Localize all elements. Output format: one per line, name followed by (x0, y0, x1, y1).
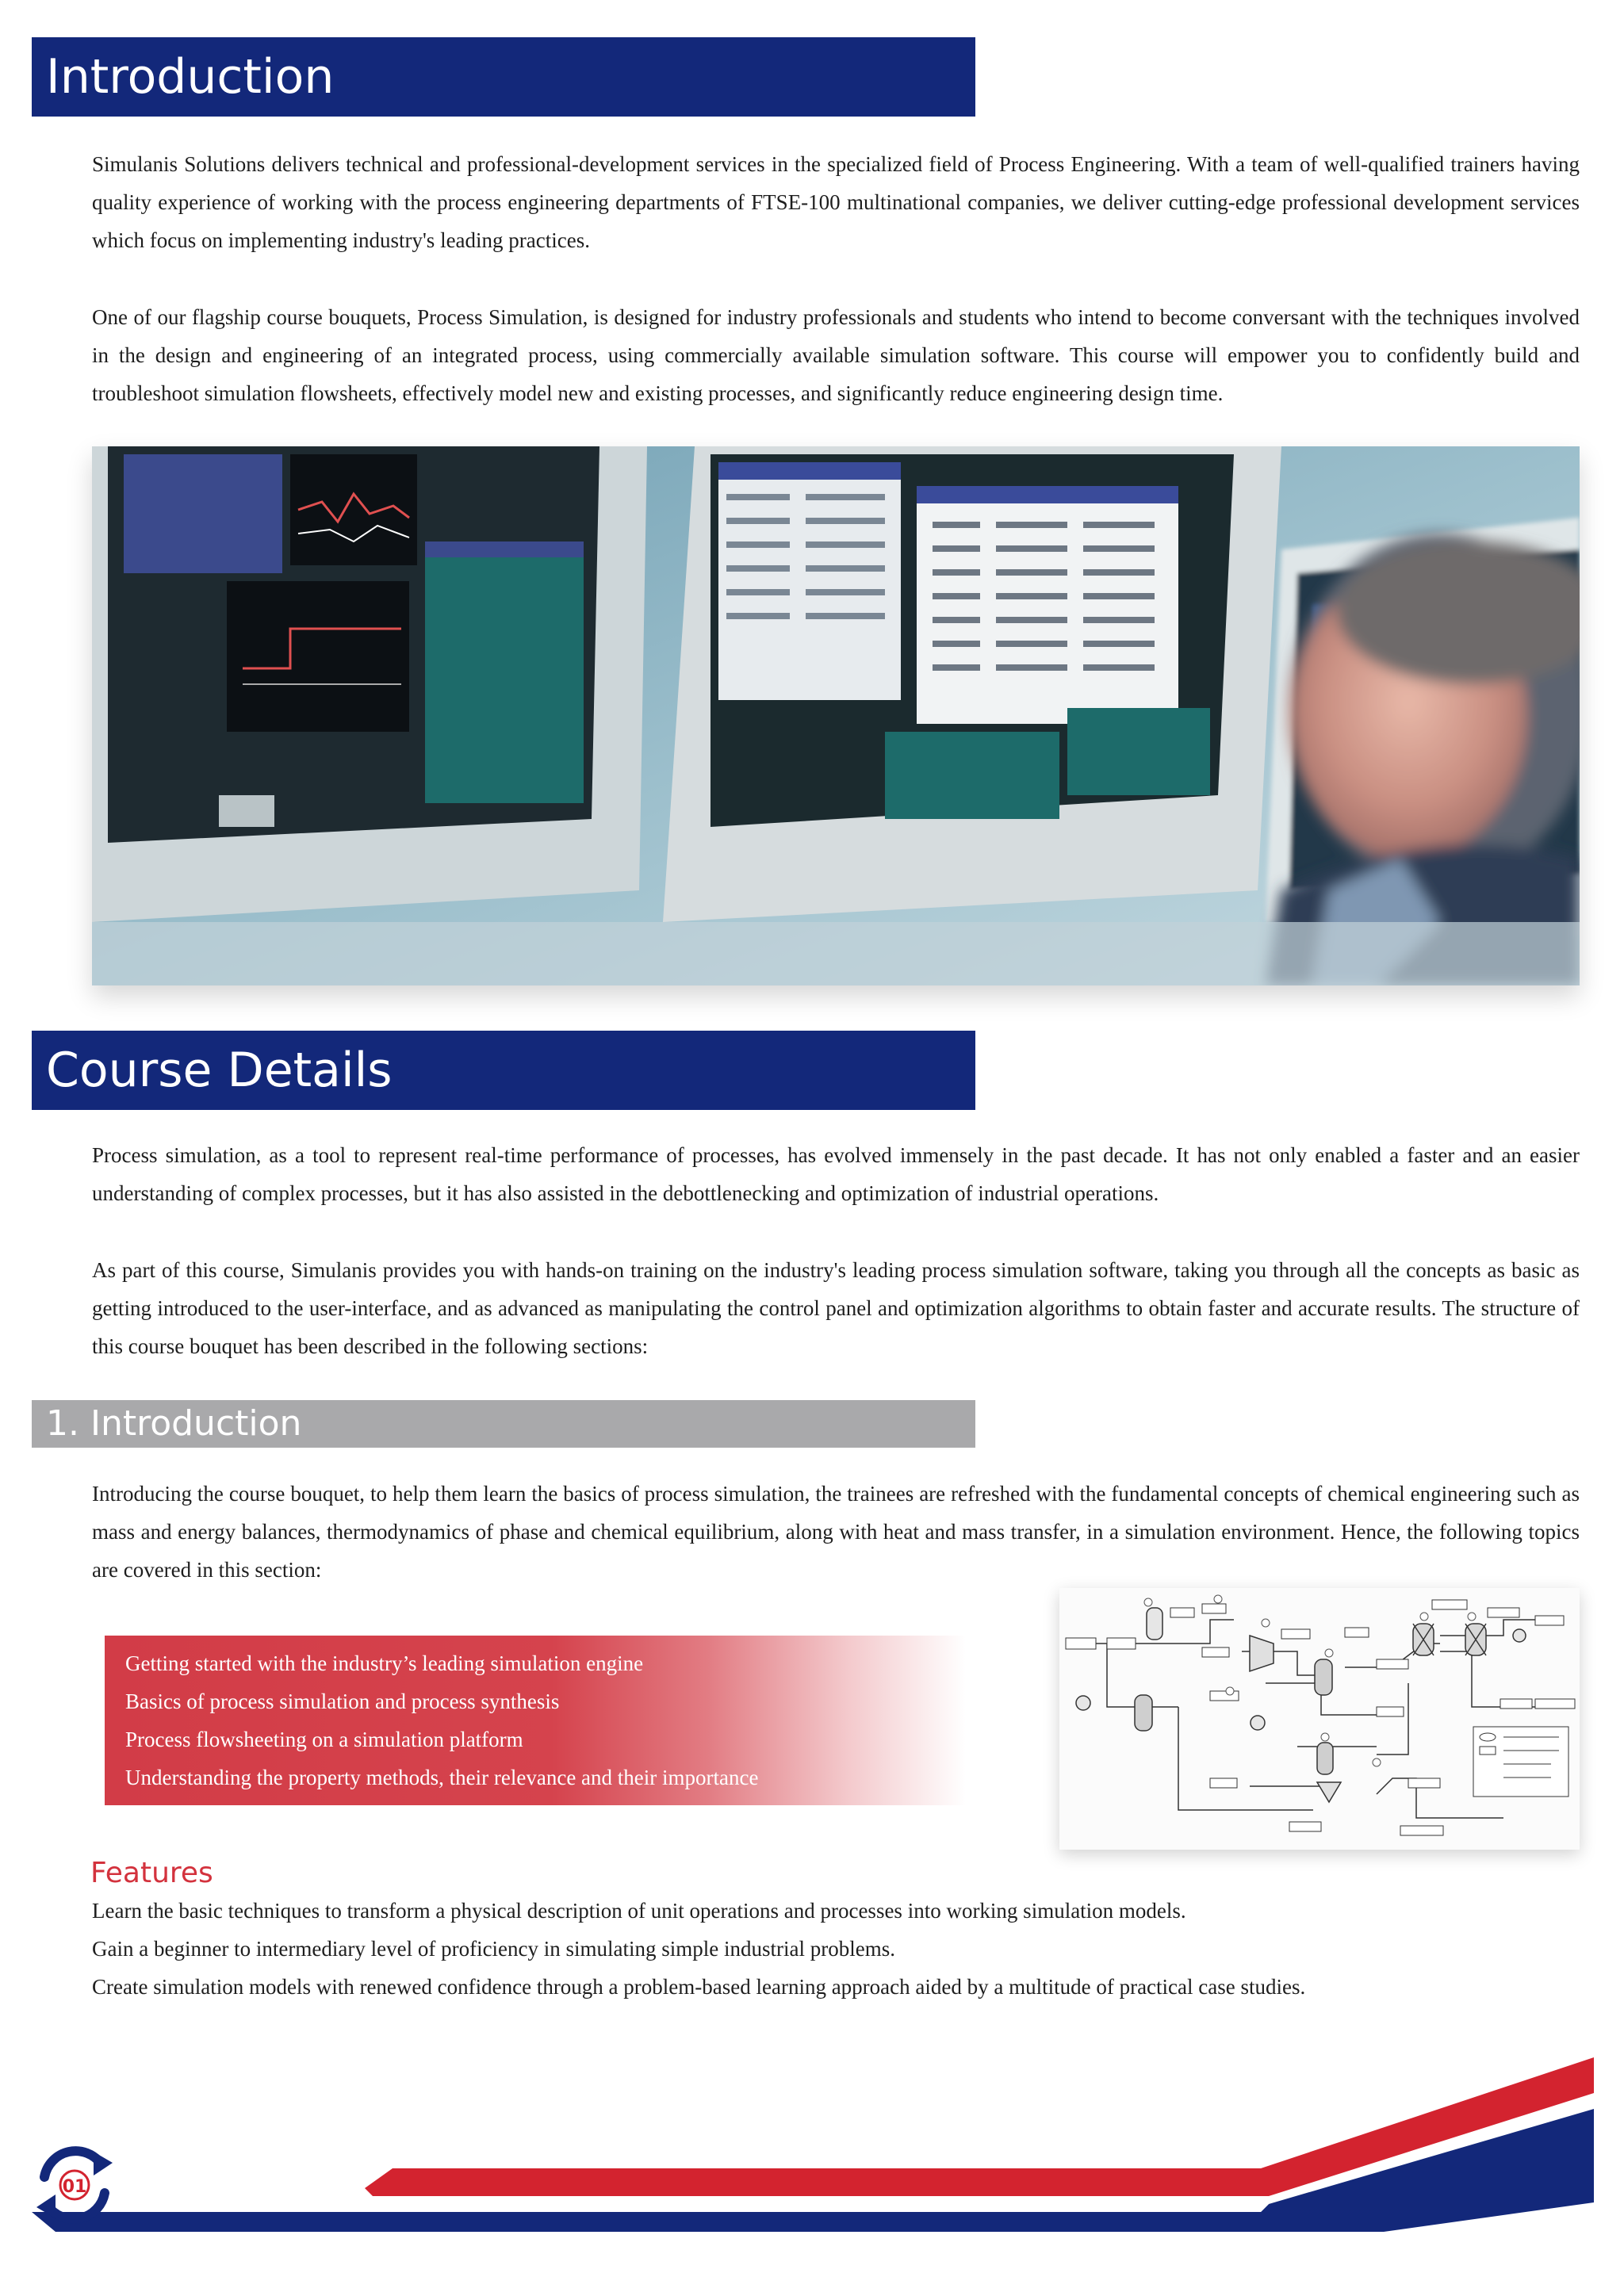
feature-item: Learn the basic techniques to transform a physical description of unit operations and processes into working simulation models. (92, 1899, 1186, 1923)
topic-item: Getting started with the industry’s leading simulation engine (125, 1651, 644, 1675)
topics-box (105, 1636, 966, 1805)
feature-item: Gain a beginner to intermediary level of proficiency in simulating simple industrial problems. (92, 1937, 895, 1961)
course-details-heading: Course Details (32, 1031, 975, 1110)
topic-item: Basics of process simulation and process synthesis (125, 1689, 560, 1713)
topic-item: Understanding the property methods, their relevance and their importance (125, 1766, 759, 1789)
footer-stripes (0, 2030, 1624, 2296)
features-heading: Features (90, 1857, 213, 1889)
page-number-logo (30, 2141, 119, 2229)
introduction-heading: Introduction (32, 37, 975, 117)
section-1-heading: 1. Introduction (32, 1400, 975, 1448)
course-details-paragraph-2: As part of this course, Simulanis provides you with hands-on training on the industry's leading process simulation software, taking you through all the concepts as basic as getting introduced to the user-interface, and as advanced as manipulating the control panel and optimization algorithms to obtain faster and accurate results. The structure of this course bouquet has been described in the following sections: (92, 1258, 1580, 1358)
intro-paragraph-1: Simulanis Solutions delivers technical and professional-development services in the specialized field of Process Engineering. With a team of well-qualified trainers having quality experience of working with the process engineering departments of FTSE-100 multinational companies, we deliver cutting-edge professional development services which focus on implementing industry's leading practices. (92, 152, 1580, 252)
topic-item: Process flowsheeting on a simulation platform (125, 1728, 523, 1751)
intro-paragraph-2: One of our flagship course bouquets, Process Simulation, is designed for industry professionals and students who intend to become conversant with the techniques involved in the design and engineering of an integrated process, using commercially available simulation software. This course will empower you to confidently build and troubleshoot simulation flowsheets, effectively model new and existing processes, and significantly reduce engineering design time. (92, 305, 1580, 405)
feature-item: Create simulation models with renewed confidence through a problem-based learning approach aided by a multitude of practical case studies. (92, 1975, 1306, 1999)
control-room-photo (92, 446, 1580, 985)
page-number: 01 (62, 2177, 87, 2197)
section-1-paragraph: Introducing the course bouquet, to help them learn the basics of process simulation, the trainees are refreshed with the fundamental concepts of chemical engineering such as mass and energy balances, thermodynamics of phase and chemical equilibrium, along with heat and mass transfer, in a simulation environment. Hence, the following topics are covered in this section: (92, 1482, 1580, 1582)
process-flowsheet-image (1059, 1588, 1580, 1850)
course-details-paragraph-1: Process simulation, as a tool to represent real-time performance of processes, has evolved immensely in the past decade. It has not only enabled a faster and an easier understanding of complex processes, but it has also assisted in the debottlenecking and optimization of industrial operations. (92, 1143, 1580, 1205)
